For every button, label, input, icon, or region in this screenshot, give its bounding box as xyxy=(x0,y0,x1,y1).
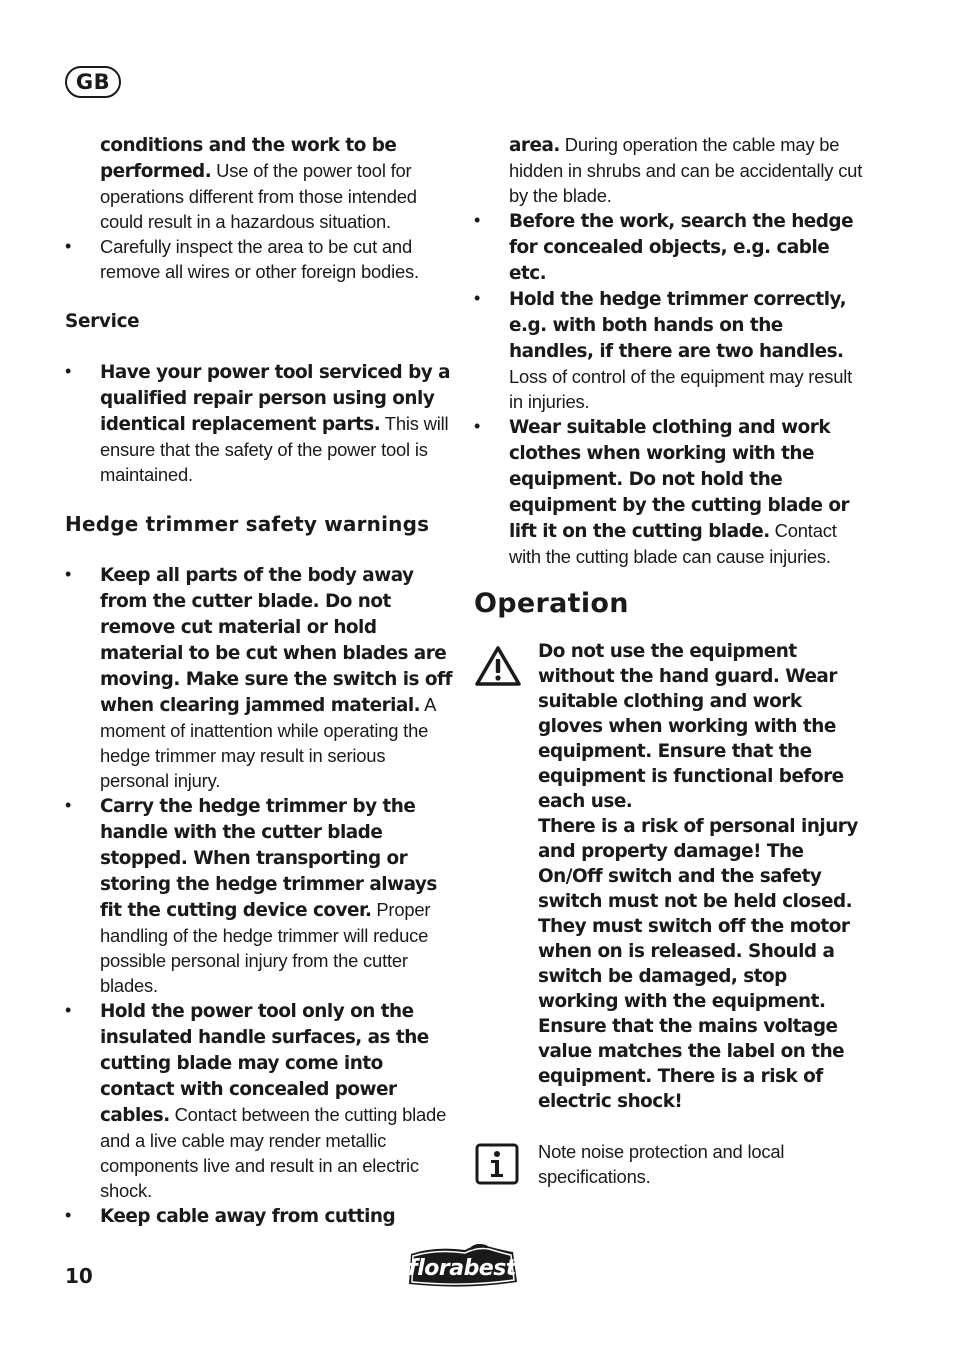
bold-text: Hold the hedge trimmer correctly, e.g. with both hands on the handles, if there are two handles. xyxy=(509,289,847,362)
warning-triangle-icon xyxy=(474,645,522,693)
bullet-item xyxy=(474,286,869,414)
bullet-icon: • xyxy=(65,1000,72,1020)
bold-text: Keep all parts of the body away from the cutter blade. Do not remove cut material or hold material to be cut when blades are moving. Make sure the switch is off when clearing jammed material. xyxy=(100,565,453,716)
section-heading-hedge-trimmer: Hedge trimmer safety warnings xyxy=(65,512,430,536)
paragraph-continuation xyxy=(65,132,455,234)
bold-text: Carry the hedge trimmer by the handle with the cutter blade stopped. When transporting or storing the hedge trimmer always fit the cutting device cover. xyxy=(100,796,437,921)
bullet-item xyxy=(65,359,455,487)
florabest-logo xyxy=(405,1244,519,1290)
warning-text: Do not use the equipment without the hand guard. Wear suitable clothing and work gloves when working with the equipment. Ensure that the equipment is functional before each use. xyxy=(538,641,844,812)
bullet-icon: • xyxy=(65,1205,72,1225)
bullet-icon: • xyxy=(474,288,481,308)
bold-text: Have your power tool serviced by a qualified repair person using only identical replacement parts. xyxy=(100,362,451,435)
info-text: Note noise protection and local specifications. xyxy=(538,1141,785,1187)
body-text: Proper handling of the hedge trimmer will reduce possible personal injury from the cutter blades. xyxy=(100,899,431,996)
body-text: Carefully inspect the area to be cut and remove all wires or other foreign bodies. xyxy=(100,236,419,282)
section-heading-service: Service xyxy=(65,311,140,332)
warning-block xyxy=(474,639,869,1114)
bold-text: area. xyxy=(509,135,560,156)
brand-name: florabest xyxy=(408,1256,516,1281)
warning-text: There is a risk of personal injury and property damage! The On/Off switch and the safety switch must not be held closed. They must switch off the motor when on is released. Should a switch be damaged, stop working with the equipment. Ensure that the mains voltage value matches the label on the equipment. There is a risk of electric shock! xyxy=(538,816,858,1112)
bold-text: Wear suitable clothing and work clothes when working with the equipment. Do not hold the equipment by the cutting blade or lift it on the cutting blade. xyxy=(509,417,850,542)
section-heading-operation: Operation xyxy=(474,588,629,619)
bullet-icon: • xyxy=(65,795,72,815)
bullet-icon: • xyxy=(65,236,72,256)
body-text: Contact between the cutting blade and a live cable may render metallic components live and result in an electric shock. xyxy=(100,1104,447,1201)
bullet-item xyxy=(65,234,455,284)
body-text: Loss of control of the equipment may result in injuries. xyxy=(509,366,853,412)
bullet-item xyxy=(474,414,869,569)
bullet-item xyxy=(474,208,869,286)
bullet-icon: • xyxy=(65,564,72,584)
bullet-item xyxy=(65,562,455,793)
bold-text: Hold the power tool only on the insulated handle surfaces, as the cutting blade may come into contact with concealed power cables. xyxy=(100,1001,429,1126)
bullet-icon: • xyxy=(65,361,72,381)
bold-text: Keep cable away from cutting xyxy=(100,1206,396,1227)
bold-text: conditions and the work to be performed. xyxy=(100,135,397,182)
body-text: Use of the power tool for operations different from those intended could result in a hazardous situation. xyxy=(100,160,417,232)
body-text: This will ensure that the safety of the power tool is maintained. xyxy=(100,413,449,485)
language-badge: GB xyxy=(65,66,121,98)
body-text: During operation the cable may be hidden in shrubs and can be accidentally cut by the blade. xyxy=(509,134,863,206)
info-block xyxy=(474,1139,869,1189)
bullet-item xyxy=(65,793,455,998)
paragraph-continuation xyxy=(474,132,869,208)
bullet-item xyxy=(65,1203,455,1229)
body-text: A moment of inattention while operating the hedge trimmer may result in serious personal injury. xyxy=(100,694,436,791)
left-column xyxy=(65,132,455,1229)
right-column xyxy=(474,132,869,1189)
bold-text: Before the work, search the hedge for concealed objects, e.g. cable etc. xyxy=(509,211,854,284)
info-icon xyxy=(474,1142,520,1192)
body-text: Contact with the cutting blade can cause injuries. xyxy=(509,520,837,567)
bullet-icon: • xyxy=(474,210,481,230)
bullet-item xyxy=(65,998,455,1203)
page-number: 10 xyxy=(65,1264,93,1288)
bullet-icon: • xyxy=(474,416,481,436)
